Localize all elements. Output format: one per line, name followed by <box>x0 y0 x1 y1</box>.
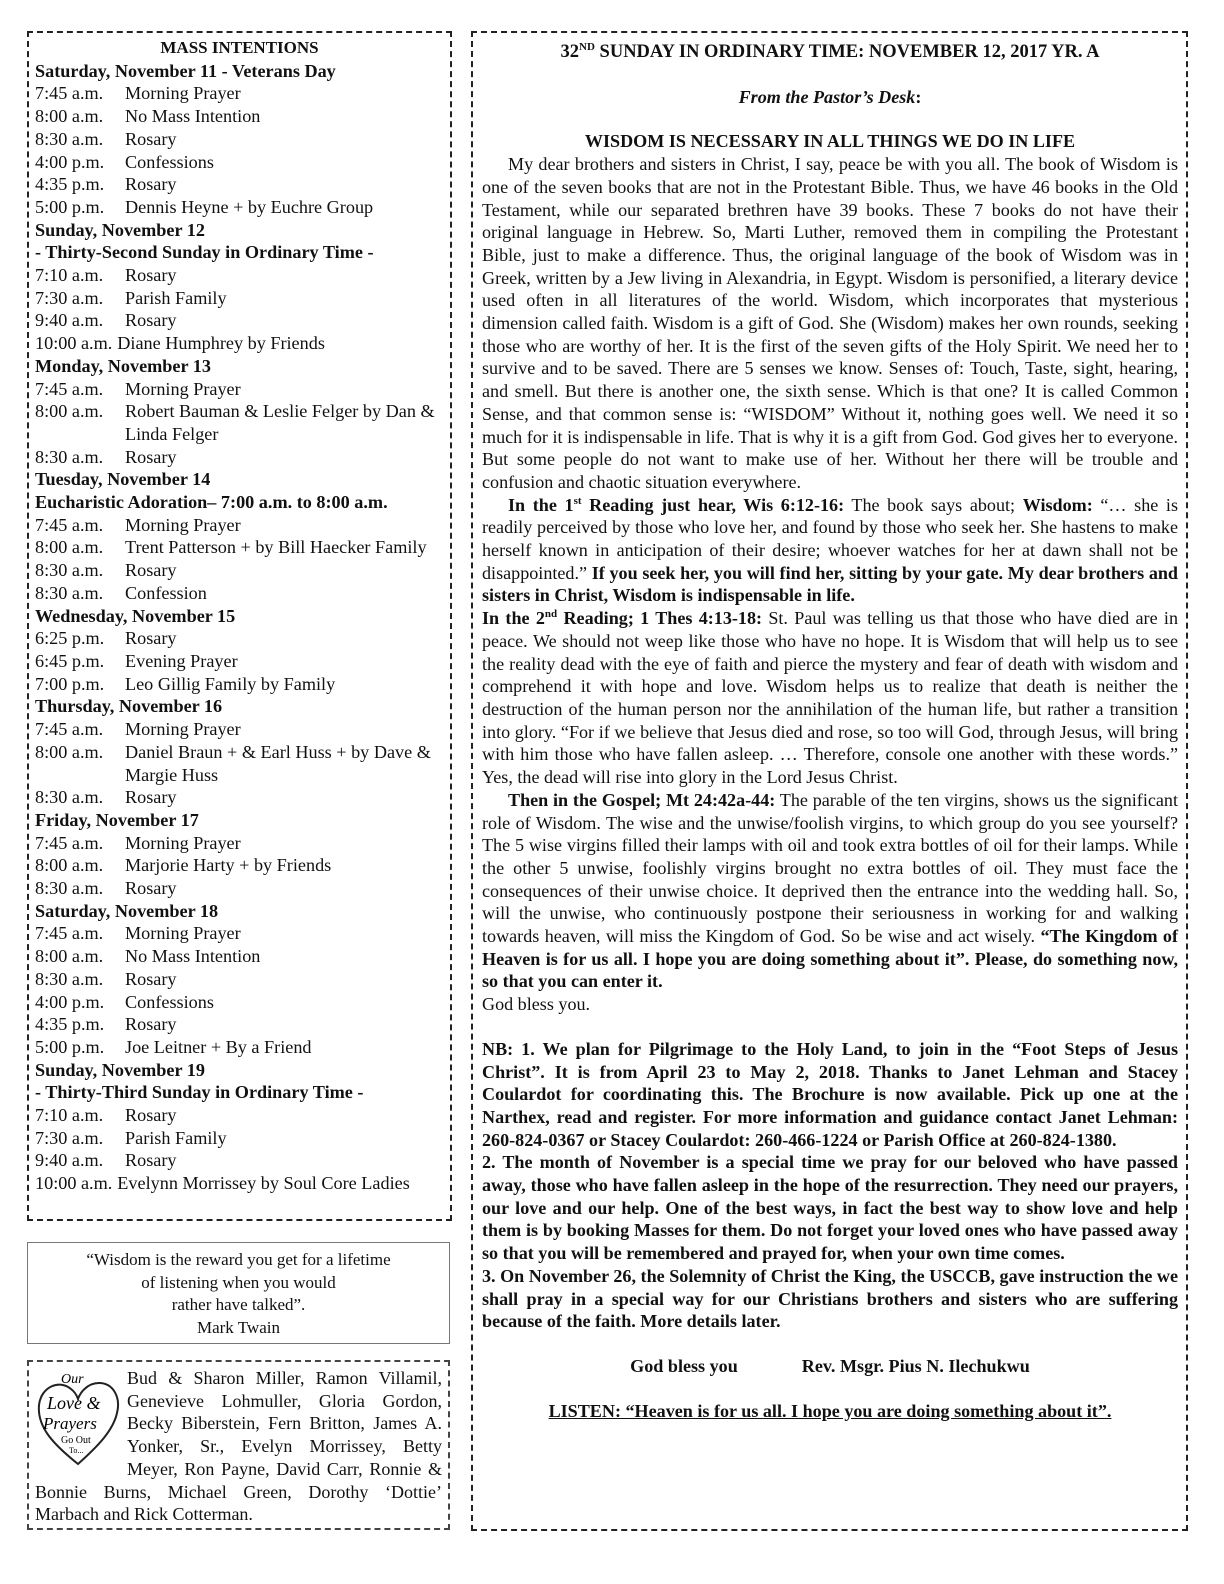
mass-entry <box>35 264 444 287</box>
mass-entry <box>35 786 444 809</box>
mass-entry-time: 7:45 a.m. <box>35 378 104 399</box>
mass-entry <box>35 991 444 1014</box>
mass-entry <box>35 627 444 650</box>
mass-intentions-box <box>27 31 452 1221</box>
mass-entry-time: 7:10 a.m. <box>35 265 104 286</box>
signature-line <box>482 1355 1178 1378</box>
mass-entry <box>35 945 444 968</box>
mass-entry-description: Morning Prayer <box>125 923 241 944</box>
mass-entry-time: 10:00 a.m. <box>35 333 113 354</box>
mass-entry-time: 8:30 a.m. <box>35 446 104 467</box>
mass-entry-description: Morning Prayer <box>125 83 241 104</box>
mass-entry <box>35 446 444 469</box>
note-christ-the-king: 3. On November 26, the Solemnity of Christ the King, the USCCB, gave instruction the we shall pray in a special way for our Christians brothers and sisters who are suffering because of the faith. More details later. <box>482 1265 1178 1332</box>
mass-entry-time: 4:00 p.m. <box>35 991 105 1012</box>
mass-entry-time: 7:45 a.m. <box>35 514 104 535</box>
mass-entry-description: Rosary <box>125 310 177 331</box>
quote-box <box>27 1242 450 1344</box>
quote-author: Mark Twain <box>196 1317 280 1337</box>
mass-entry-description: Rosary <box>125 560 177 581</box>
article-heading: WISDOM IS NECESSARY IN ALL THINGS WE DO IN LIFE <box>584 131 1076 152</box>
logo-word: To... <box>69 1446 84 1455</box>
mass-entry <box>35 1104 444 1127</box>
mass-entry-description: Evelynn Morrissey by Soul Core Ladies <box>117 1173 410 1194</box>
mass-entry <box>35 514 444 537</box>
mass-entry-description: No Mass Intention <box>125 106 261 127</box>
mass-entry <box>35 1172 444 1195</box>
mass-entry-description: Morning Prayer <box>125 514 241 535</box>
mass-entry <box>35 287 444 310</box>
mass-entry-description: Rosary <box>125 878 177 899</box>
mass-entry-time: 8:30 a.m. <box>35 582 104 603</box>
mass-entry <box>35 151 444 174</box>
mass-entry-description: No Mass Intention <box>125 946 261 967</box>
mass-entry-description: Morning Prayer <box>125 832 241 853</box>
mass-entry-time: 6:45 p.m. <box>35 650 105 671</box>
mass-entry-description: Joe Leitner + By a Friend <box>125 1036 312 1057</box>
mass-entry <box>35 1013 444 1036</box>
mass-entry <box>35 128 444 151</box>
mass-entry <box>35 173 444 196</box>
mass-entry-time: 5:00 p.m. <box>35 1036 105 1057</box>
mass-entry-description: Parish Family <box>125 1127 227 1148</box>
mass-entry-description: Trent Patterson + by Bill Haecker Family <box>125 537 427 558</box>
mass-entry <box>35 650 444 673</box>
mass-entry-time: 8:30 a.m. <box>35 560 104 581</box>
bulletin-title: 32ND SUNDAY IN ORDINARY TIME: NOVEMBER 12, 2017 YR. A <box>560 40 1100 62</box>
mass-entry <box>35 1036 444 1059</box>
mass-day-subheading: - Thirty-Second Sunday in Ordinary Time - <box>35 242 374 263</box>
mass-entry <box>35 832 444 855</box>
mass-entry <box>35 559 444 582</box>
mass-entry-description: Parish Family <box>125 287 227 308</box>
mass-entry-time: 8:30 a.m. <box>35 878 104 899</box>
mass-entry <box>35 536 444 559</box>
mass-entry-time: 7:45 a.m. <box>35 83 104 104</box>
mass-day-heading: Thursday, November 16 <box>35 696 223 717</box>
mass-entry-time: 8:00 a.m. <box>35 401 104 422</box>
mass-entry-description: Confessions <box>125 151 214 172</box>
mass-entry <box>35 332 444 355</box>
mass-entry <box>35 854 444 877</box>
mass-entry-time: 7:30 a.m. <box>35 1127 104 1148</box>
logo-word: Love & <box>47 1393 101 1413</box>
mass-entry-time: 4:35 p.m. <box>35 1014 105 1035</box>
mass-entry-description: Marjorie Harty + by Friends <box>125 855 332 876</box>
article-paragraph-first-reading: In the 1st Reading just hear, Wis 6:12-16: The book says about; Wisdom: “… she is readily perceived by those who love her, and found by those who seek her. She hastens to make herself known in anticipation of their desire; whoever watches for her at dawn shall not be disappointed.” If you seek her, you will find her, sitting by your gate. My dear brothers and sisters in Christ, Wisdom is indispensable in life. <box>482 494 1178 606</box>
logo-word: Go Out <box>61 1435 91 1446</box>
mass-day-heading: Monday, November 13 <box>35 355 211 376</box>
mass-day-heading: Sunday, November 12 <box>35 219 205 240</box>
logo-word: Our <box>61 1372 84 1387</box>
mass-entry-time: 4:35 p.m. <box>35 174 105 195</box>
article-blessing: God bless you. <box>482 994 591 1015</box>
mass-entry <box>35 378 444 401</box>
mass-entry-description: Rosary <box>125 128 177 149</box>
signature-name: Rev. Msgr. Pius N. Ilechukwu <box>801 1355 1030 1376</box>
mass-entry <box>35 82 444 105</box>
mass-entry-description: Rosary <box>125 628 177 649</box>
listen-line: LISTEN: “Heaven is for us all. I hope you are doing something about it”. <box>548 1400 1112 1421</box>
mass-entry-description: Rosary <box>125 1014 177 1035</box>
mass-entry <box>35 718 444 741</box>
mass-entry-description: Evening Prayer <box>125 650 238 671</box>
mass-entry-time: 8:00 a.m. <box>35 946 104 967</box>
mass-entry <box>35 196 444 219</box>
mass-entry <box>35 968 444 991</box>
mass-entry-time: 7:45 a.m. <box>35 719 104 740</box>
mass-entry-time: 8:00 a.m. <box>35 537 104 558</box>
mass-entry-time: 7:10 a.m. <box>35 1105 104 1126</box>
logo-word: Prayers <box>43 1414 97 1433</box>
mass-entry-time: 8:00 a.m. <box>35 855 104 876</box>
prayer-list-box <box>27 1360 450 1530</box>
mass-entry <box>35 741 444 786</box>
prayer-names: Bud & Sharon Miller, Ramon Villamil, Genevieve Lohmuller, Gloria Gordon, Becky Biberstein, Fern Britton, James A. Yonker, Sr., Evelyn Morrissey, Betty Meyer, Ron Payne, David Carr, Ronnie & Bonnie Burns, Michael Green, Dorothy ‘Dottie’ Marbach and Rick Cotterman. <box>35 1368 442 1525</box>
mass-entry-description: Rosary <box>125 1150 177 1171</box>
signature-blessing: God bless you <box>630 1355 738 1376</box>
mass-entry-description: Confessions <box>125 991 214 1012</box>
mass-entry <box>35 400 444 445</box>
mass-entry-description: Rosary <box>125 968 177 989</box>
quote-line: rather have talked”. <box>171 1295 306 1314</box>
mass-day-subheading: Eucharistic Adoration– 7:00 a.m. to 8:00 a.m. <box>35 492 388 513</box>
mass-entry-time: 8:00 a.m. <box>35 106 104 127</box>
mass-entry-time: 8:30 a.m. <box>35 787 104 808</box>
mass-day-heading: Saturday, November 18 <box>35 900 219 921</box>
mass-entry <box>35 922 444 945</box>
mass-entry-description: Leo Gillig Family by Family <box>125 673 336 694</box>
mass-entry <box>35 1127 444 1150</box>
mass-entry-description: Rosary <box>125 446 177 467</box>
mass-entry-time: 7:00 p.m. <box>35 673 105 694</box>
mass-entry <box>35 673 444 696</box>
mass-entry-time: 7:45 a.m. <box>35 923 104 944</box>
mass-entry <box>35 877 444 900</box>
quote-line: “Wisdom is the reward you get for a lifetime <box>86 1250 391 1269</box>
article-paragraph-intro: My dear brothers and sisters in Christ, I say, peace be with you all. The book of Wisdom is one of the seven books that are not in the Protestant Bible. Thus, we have 46 books in the Old Testament, while our separated brethren have 39 books. These 7 books do not have their original language in Hebrew. So, Marti Luther, removed them in compiling the Protestant Bible, just to make a difference. Thus, the original language of the book of Wisdom was in Greek, written by a Jew living in Alexandria, in Egypt. Wisdom is personified, a literary device used often in all literatures of the world. Wisdom, which incorporates that mysterious dimension called faith. Wisdom is a gift of God. She (Wisdom) makes her own rounds, seeking those who are worthy of her. It is the first of the seven gifts of the Holy Spirit. We need her to survive and to be saved. There are 5 senses we know. Senses of: Touch, Taste, sight, hearing, and smell. But there is another one, the sixth sense. Which is that one? It is called Common Sense, and that common sense is: “WISDOM” Without it, nothing goes well. We need it so much for it is indispensable in life. That is why it is a gift from God. God gives her to everyone. But some people do not want to make use of her. Without her there will be trouble and confusion and chaotic situation everywhere. <box>482 154 1178 492</box>
mass-day-heading: Wednesday, November 15 <box>35 605 236 626</box>
mass-entry-description: Diane Humphrey by Friends <box>117 333 325 354</box>
mass-intentions-list <box>35 60 444 1195</box>
mass-entry-description: Robert Bauman & Leslie Felger by Dan & Linda Felger <box>125 401 435 444</box>
mass-entry-time: 8:30 a.m. <box>35 968 104 989</box>
article-paragraph-second-reading: In the 2nd Reading; 1 Thes 4:13-18: St. Paul was telling us that those who have died are in peace. We should not weep like those who have no hope. It is Wisdom that will help us to see the reality dead with the eye of faith and pierce the mystery and fear of death with wisdom and comprehend it with hope and love. Wisdom helps us to realize that death is neither the destruction of the human person nor the annihilation of the human life, but rather a transition into glory. “For if we believe that Jesus died and rose, so too will God, through Jesus, will bring with him those who have fallen asleep. … Therefore, console one another with these words.” Yes, the dead will rise into glory in the Lord Jesus Christ. <box>482 608 1178 788</box>
mass-entry-time: 7:45 a.m. <box>35 832 104 853</box>
mass-entry-description: Confession <box>125 582 207 603</box>
mass-entry-time: 9:40 a.m. <box>35 1150 104 1171</box>
mass-entry-time: 10:00 a.m. <box>35 1173 113 1194</box>
mass-day-heading: Friday, November 17 <box>35 809 199 830</box>
mass-entry-description: Morning Prayer <box>125 378 241 399</box>
mass-entry-description: Morning Prayer <box>125 719 241 740</box>
note-november: 2. The month of November is a special time we pray for our beloved who have passed away, those who have fallen asleep in the hope of the resurrection. They need our prayers, our love and our help. One of the best ways, in fact the best way to show love and help them is by booking Masses for them. Do not forget your loved ones who have passed away so that you will be remembered and prayed for, when your own time comes. <box>482 1152 1178 1264</box>
love-prayers-heart-logo <box>33 1369 123 1469</box>
mass-entry-description: Daniel Braun + & Earl Huss + by Dave & Margie Huss <box>125 741 431 785</box>
pastor-desk-box <box>471 31 1188 1531</box>
mass-entry <box>35 309 444 332</box>
quote-line: of listening when you would <box>141 1272 336 1292</box>
mass-entry <box>35 582 444 605</box>
mass-day-heading: Tuesday, November 14 <box>35 469 211 490</box>
article-paragraph-gospel: Then in the Gospel; Mt 24:42a-44: The parable of the ten virgins, shows us the significant role of Wisdom. The wise and the unwise/foolish virgins, to which group do you see yourself? The 5 wise virgins filled their lamps with oil and took extra bottles of oil for their lamps. While the other 5 unwise, foolishly virgins brought no extra bottles of oil. They must face the consequences of their unwise choice. It deprived then the entrance into the wedding hall. So, will the unwise, who continuously postpone their seriousness in working for and walking towards heaven, will miss the Kingdom of God. So be wise and act wisely. “The Kingdom of Heaven is for us all. I hope you are doing something about it”. Please, do something now, so that you can enter it. <box>482 789 1178 992</box>
mass-day-subheading: - Thirty-Third Sunday in Ordinary Time - <box>35 1082 364 1103</box>
mass-entry-description: Rosary <box>125 174 177 195</box>
mass-entry <box>35 1149 444 1172</box>
mass-entry-time: 6:25 p.m. <box>35 628 105 649</box>
note-pilgrimage: NB: 1. We plan for Pilgrimage to the Holy Land, to join in the “Foot Steps of Jesus Christ”. It is from April 23 to May 2, 2018. Thanks to Janet Lehman and Stacey Coulardot for coordinating this. The Brochure is now available. Pick up one at the Narthex, read and register. For more information and guidance contact Janet Lehman: 260-824-0367 or Stacey Coulardot: 260-466-1224 or Parish Office at 260-824-1380. <box>482 1038 1178 1150</box>
mass-day-heading: Sunday, November 19 <box>35 1059 205 1080</box>
mass-intentions-title: MASS INTENTIONS <box>160 38 319 57</box>
mass-entry <box>35 105 444 128</box>
mass-entry-time: 5:00 p.m. <box>35 196 105 217</box>
mass-entry-time: 8:00 a.m. <box>35 741 104 762</box>
mass-entry-time: 9:40 a.m. <box>35 310 104 331</box>
mass-entry-time: 7:30 a.m. <box>35 287 104 308</box>
mass-entry-time: 4:00 p.m. <box>35 151 105 172</box>
mass-entry-description: Dennis Heyne + by Euchre Group <box>125 196 374 217</box>
mass-day-heading: Saturday, November 11 - Veterans Day <box>35 60 336 81</box>
mass-entry-description: Rosary <box>125 265 177 286</box>
pastor-desk-heading: From the Pastor’s Desk: <box>738 86 922 107</box>
mass-entry-description: Rosary <box>125 1105 177 1126</box>
mass-entry-time: 8:30 a.m. <box>35 128 104 149</box>
mass-entry-description: Rosary <box>125 787 177 808</box>
